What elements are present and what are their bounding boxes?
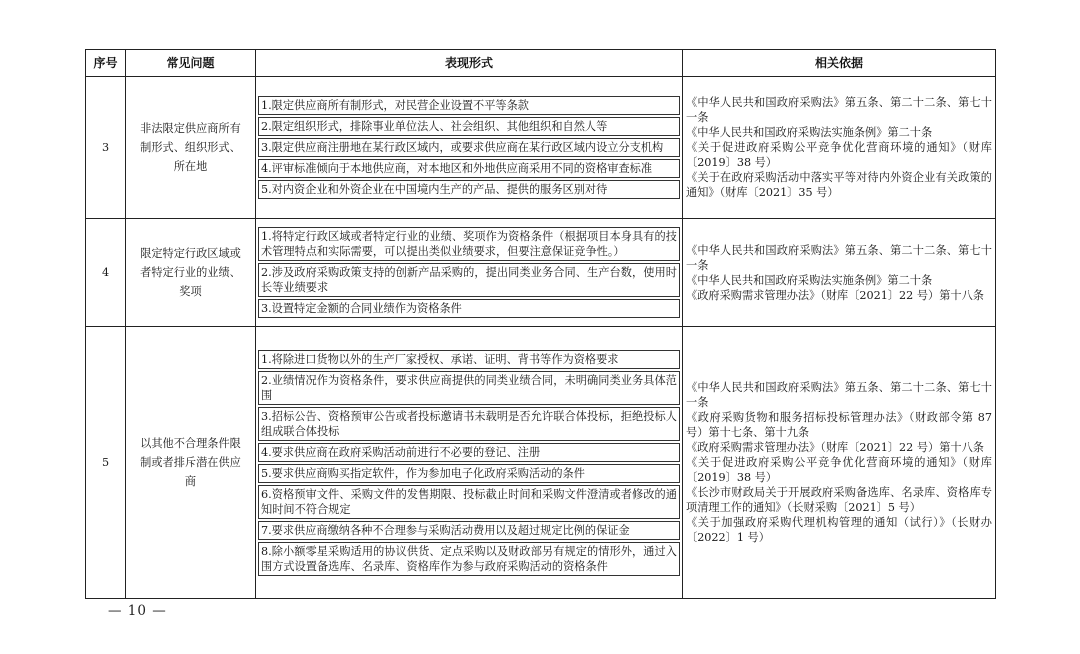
form-item: 2.限定组织形式，排除事业单位法人、社会组织、其他组织和自然人等: [258, 117, 680, 136]
basis-item: 《关于加强政府采购代理机构管理的通知（试行）》（长财办〔2022〕1 号）: [686, 516, 992, 544]
basis-item: 《中华人民共和国政府采购法实施条例》第二十条: [686, 273, 933, 287]
header-basis: 相关依据: [683, 50, 996, 77]
basis-item: 《政府采购货物和服务招标投标管理办法》（财政部令第 87 号）第十七条、第十九条: [686, 411, 992, 439]
page-number: — 10 —: [108, 603, 167, 619]
form-cell: [256, 219, 683, 327]
basis-item: 《关于促进政府采购公平竞争优化营商环境的通知》（财库〔2019〕38 号）: [686, 456, 992, 484]
basis-cell: [683, 77, 996, 219]
basis-item: 《中华人民共和国政府采购法》第五条、第二十二条、第七十一条: [686, 96, 992, 124]
form-item: 1.将特定行政区域或者特定行业的业绩、奖项作为资格条件（根据项目本身具有的技术管理特点和实际需要，可以提出类似业绩要求，但要注意保证竞争性。）: [258, 227, 680, 261]
form-item: 8.除小额零星采购适用的协议供货、定点采购以及财政部另有规定的情形外，通过入围方式设置备选库、名录库、资格库作为参与政府采购活动的资格条件: [258, 542, 680, 576]
basis-item: 《政府采购需求管理办法》（财库〔2021〕22 号）第十八条: [686, 441, 984, 454]
basis-item: 《关于促进政府采购公平竞争优化营商环境的通知》（财库〔2019〕38 号）: [686, 141, 992, 169]
form-item: 1.限定供应商所有制形式，对民营企业设置不平等条款: [258, 96, 680, 115]
table-header-row: [86, 50, 996, 77]
form-cell: [256, 77, 683, 219]
row-number: 3: [86, 77, 126, 219]
header-form: 表现形式: [256, 50, 683, 77]
table-row: [86, 77, 996, 219]
form-item: 3.招标公告、资格预审公告或者投标邀请书未载明是否允许联合体投标，拒绝投标人组成联合体投标: [258, 407, 680, 441]
basis-cell: [683, 327, 996, 599]
row-number: 5: [86, 327, 126, 599]
basis-cell: [683, 219, 996, 327]
form-item: 5.对内资企业和外资企业在中国境内生产的产品、提供的服务区别对待: [258, 180, 680, 199]
issue-cell: 以其他不合理条件限制或者排斥潜在供应商: [126, 327, 256, 599]
header-issue: 常见问题: [126, 50, 256, 77]
basis-item: 《中华人民共和国政府采购法实施条例》第二十条: [686, 126, 933, 139]
form-item: 5.要求供应商购买指定软件，作为参加电子化政府采购活动的条件: [258, 464, 680, 483]
form-cell: [256, 327, 683, 599]
row-number: 4: [86, 219, 126, 327]
form-item: 1.将除进口货物以外的生产厂家授权、承诺、证明、背书等作为资格要求: [258, 350, 680, 369]
issue-cell: 非法限定供应商所有制形式、组织形式、所在地: [126, 77, 256, 219]
table-row: [86, 219, 996, 327]
regulation-table: [85, 49, 996, 599]
form-item: 6.资格预审文件、采购文件的发售期限、投标截止时间和采购文件澄清或者修改的通知时间不符合规定: [258, 485, 680, 519]
table-row: [86, 327, 996, 599]
basis-item: 《关于在政府采购活动中落实平等对待内外资企业有关政策的通知》（财库〔2021〕35 号）: [686, 171, 992, 199]
issue-cell: 限定特定行政区域或者特定行业的业绩、奖项: [126, 219, 256, 327]
form-item: 7.要求供应商缴纳各种不合理参与采购活动费用以及超过规定比例的保证金: [258, 521, 680, 540]
form-item: 3.设置特定金额的合同业绩作为资格条件: [258, 299, 680, 318]
basis-item: 《长沙市财政局关于开展政府采购备选库、名录库、资格库专项清理工作的通知》（长财采购〔2021〕5 号）: [686, 486, 992, 514]
basis-item: 《中华人民共和国政府采购法》第五条、第二十二条、第七十一条: [686, 381, 992, 409]
header-no: 序号: [86, 50, 126, 77]
form-item: 2.业绩情况作为资格条件，要求供应商提供的同类业绩合同，未明确同类业务具体范围: [258, 371, 680, 405]
form-item: 4.要求供应商在政府采购活动前进行不必要的登记、注册: [258, 443, 680, 462]
form-item: 2.涉及政府采购政策支持的创新产品采购的，提出同类业务合同、生产台数，使用时长等业绩要求: [258, 263, 680, 297]
form-item: 3.限定供应商注册地在某行政区域内，或要求供应商在某行政区域内设立分支机构: [258, 138, 680, 157]
basis-item: 《政府采购需求管理办法》（财库〔2021〕22 号）第十八条: [686, 288, 984, 302]
form-item: 4.评审标准倾向于本地供应商，对本地区和外地供应商采用不同的资格审查标准: [258, 159, 680, 178]
basis-item: 《中华人民共和国政府采购法》第五条、第二十二条、第七十一条: [686, 243, 992, 272]
